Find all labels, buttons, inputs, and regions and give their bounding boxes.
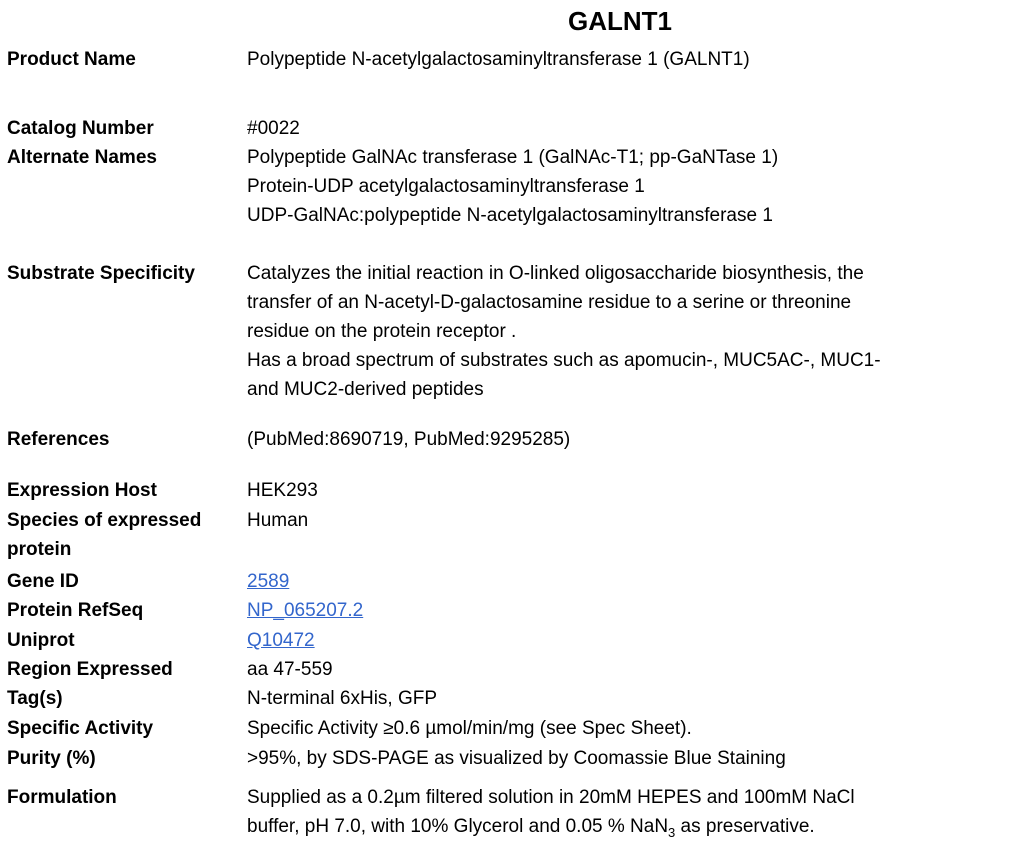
- formulation-label: Formulation: [7, 787, 117, 808]
- formulation-line: [247, 812, 1017, 841]
- purity-label: Purity (%): [7, 748, 96, 769]
- region-expressed-label: Region Expressed: [7, 659, 173, 680]
- species-value: Human: [247, 510, 309, 531]
- region-expressed-value: aa 47-559: [247, 659, 333, 680]
- references-value: (PubMed:8690719, PubMed:9295285): [247, 429, 571, 450]
- substrate-line: transfer of an N-acetyl-D-galactosamine residue to a serine or threonine: [247, 292, 852, 313]
- expression-host-label: Expression Host: [7, 480, 157, 501]
- catalog-number-label: Catalog Number: [7, 118, 154, 139]
- alternate-name-line: Polypeptide GalNAc transferase 1 (GalNAc-T1; pp-GaNTase 1): [247, 147, 779, 168]
- protein-refseq-label: Protein RefSeq: [7, 600, 144, 621]
- expression-host-value: HEK293: [247, 480, 318, 501]
- gene-id-label: Gene ID: [7, 571, 79, 592]
- formulation-subscript: 3: [668, 824, 676, 840]
- protein-refseq-link[interactable]: NP_065207.2: [247, 600, 364, 621]
- species-label-line: protein: [7, 539, 72, 560]
- substrate-line: Has a broad spectrum of substrates such as apomucin-, MUC5AC-, MUC1-: [247, 350, 881, 371]
- formulation-text: as preservative.: [675, 816, 815, 837]
- gene-id-link[interactable]: 2589: [247, 571, 290, 592]
- substrate-specificity-label: Substrate Specificity: [7, 263, 195, 284]
- catalog-number-value: #0022: [247, 118, 300, 139]
- species-label-line: Species of expressed: [7, 510, 202, 531]
- formulation-text: buffer, pH 7.0, with 10% Glycerol and 0.05 % NaN: [247, 816, 669, 837]
- alternate-names-value: [247, 143, 1017, 230]
- product-name-value: Polypeptide N-acetylgalactosaminyltransferase 1 (GALNT1): [247, 49, 750, 70]
- uniprot-label: Uniprot: [7, 630, 75, 651]
- tags-value: N-terminal 6xHis, GFP: [247, 688, 438, 709]
- alternate-name-line: UDP-GalNAc:polypeptide N-acetylgalactosaminyltransferase 1: [247, 205, 773, 226]
- alternate-names-label: Alternate Names: [7, 147, 157, 168]
- purity-value: >95%, by SDS-PAGE as visualized by Coomassie Blue Staining: [247, 748, 786, 769]
- specific-activity-label: Specific Activity: [7, 718, 154, 739]
- substrate-line: residue on the protein receptor .: [247, 321, 517, 342]
- species-label: [7, 506, 239, 564]
- alternate-name-line: Protein-UDP acetylgalactosaminyltransferase 1: [247, 176, 645, 197]
- references-label: References: [7, 429, 110, 450]
- substrate-specificity-value: [247, 259, 1017, 404]
- product-name-label: Product Name: [7, 49, 136, 70]
- tags-label: Tag(s): [7, 688, 63, 709]
- formulation-value: [247, 783, 1017, 841]
- substrate-line: Catalyzes the initial reaction in O-linked oligosaccharide biosynthesis, the: [247, 263, 864, 284]
- formulation-line: Supplied as a 0.2µm filtered solution in 20mM HEPES and 100mM NaCl: [247, 787, 855, 808]
- specific-activity-value: Specific Activity ≥0.6 µmol/min/mg (see Spec Sheet).: [247, 718, 692, 739]
- substrate-line: and MUC2-derived peptides: [247, 379, 484, 400]
- uniprot-link[interactable]: Q10472: [247, 630, 315, 651]
- page-title: GALNT1: [568, 6, 672, 36]
